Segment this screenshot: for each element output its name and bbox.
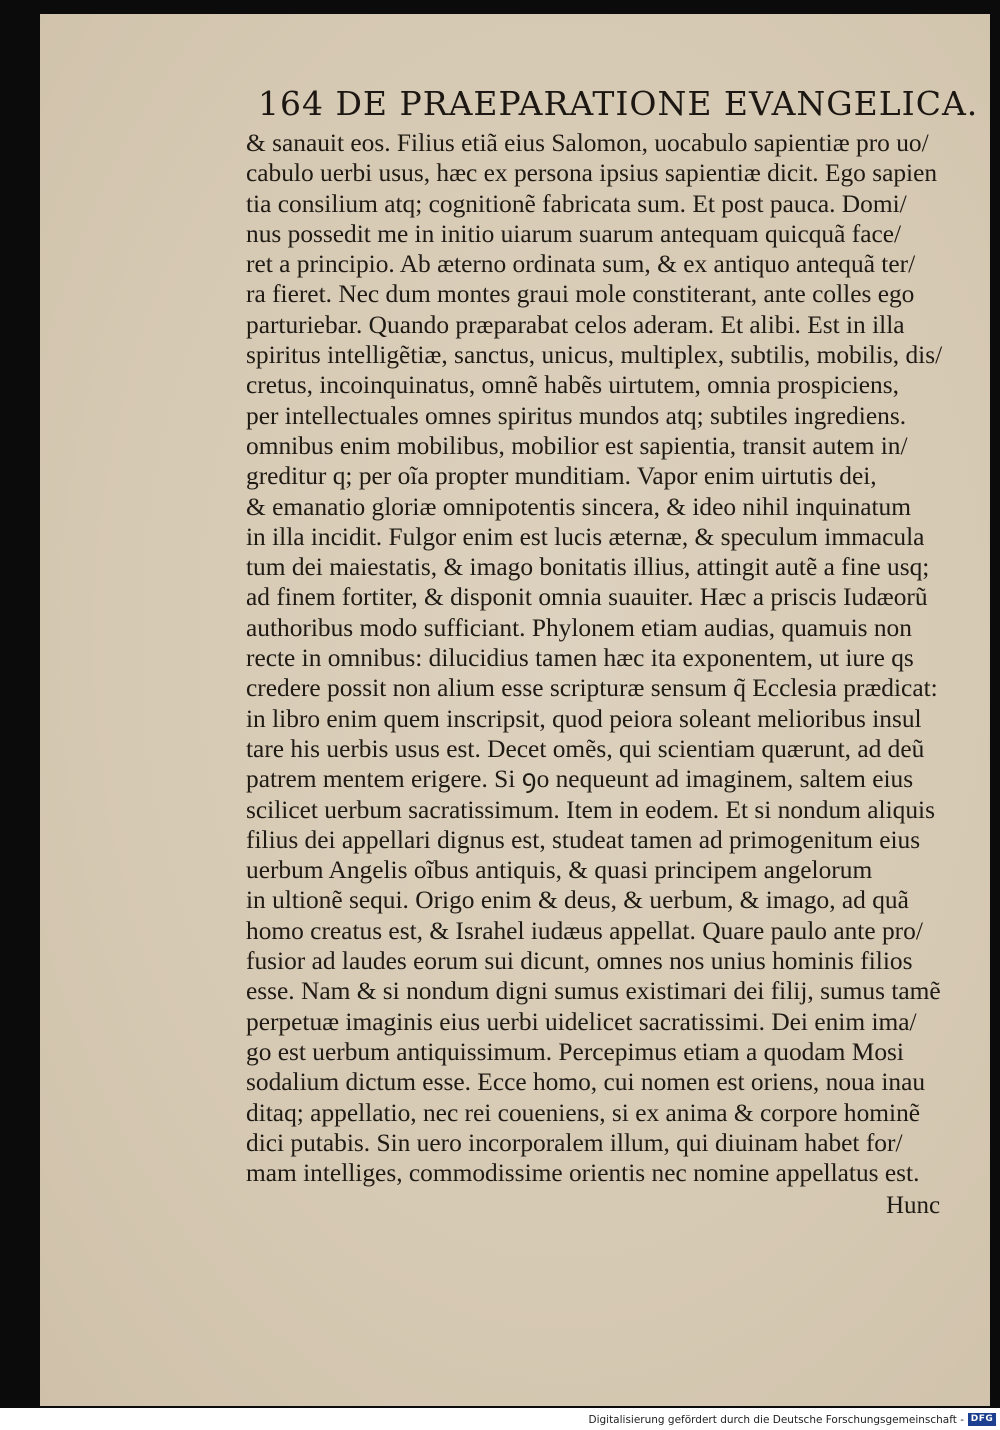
catchword: Hunc [886,1192,941,1219]
text-line: in ultionẽ sequi. Origo enim & deus, & uerbum, & imago, ad quã [246,886,909,915]
running-header: 164 DE PRAEPARATIONE EVANGELICA. [258,84,979,123]
text-line: sodalium dictum esse. Ecce homo, cui nomen est oriens, noua inau [246,1068,926,1097]
text-line: tare his uerbis usus est. Decet omẽs, qui scientiam quærunt, ad deũ [246,734,925,763]
text-line: credere possit non alium esse scripturæ sensum q̃ Ecclesia prædicat: [246,674,938,703]
text-line: in libro enim quem inscripsit, quod peiora soleant melioribus insul [246,704,922,733]
text-line: ditaq; appellatio, nec rei coueniens, si ex anima & corpore hominẽ [246,1098,921,1127]
text-line: scilicet uerbum sacratissimum. Item in eodem. Et si nondum aliquis [246,795,935,824]
text-line: omnibus enim mobilibus, mobilior est sapientia, transit autem in/ [246,431,908,460]
text-line: cabulo uerbi usus, hæc ex persona ipsius sapientiæ dicit. Ego sapien [246,159,938,188]
text-line: nus possedit me in initio uiarum suarum antequam quicquã face/ [246,219,902,248]
text-line: homo creatus est, & Israhel iudæus appellat. Quare paulo ante pro/ [246,916,923,945]
text-line: perpetuæ imaginis eius uerbi uidelicet sacratissimi. Dei enim ima/ [246,1007,917,1036]
credit-text: Digitalisierung gefördert durch die Deutsche Forschungsgemeinschaft - [588,1414,964,1426]
text-line: & emanatio gloriæ omnipotentis sincera, & ideo nihil inquinatum [246,492,911,521]
text-line: ra fieret. Nec dum montes graui mole constiterant, ante colles ego [246,280,915,309]
dfg-logo: DFG [968,1413,996,1426]
digitization-credit-bar [0,1410,1000,1430]
text-line: esse. Nam & si nondum digni sumus existimari dei filij, sumus tamẽ [246,977,941,1006]
text-line: ad finem fortiter, & disponit omnia suauiter. Hæc a priscis Iudæorũ [246,583,928,612]
text-line: filius dei appellari dignus est, studeat tamen ad primogenitum eius [246,825,921,854]
text-line: parturiebar. Quando præparabat celos aderam. Et alibi. Est in illa [246,310,905,339]
text-line: & sanauit eos. Filius etiã eius Salomon, uocabulo sapientiæ pro uo/ [246,129,929,157]
text-line: in illa incidit. Fulgor enim est lucis æternæ, & speculum immacula [246,522,925,551]
text-line: authoribus modo sufficiant. Phylonem etiam audias, quamuis non [246,613,912,642]
text-line: mam intelliges, commodissime orientis nec nomine appellatus est. [246,1159,920,1188]
text-line: dici putabis. Sin uero incorporalem illum, qui diuinam habet for/ [246,1128,903,1157]
text-line: greditur q; per oĩa propter munditiam. Vapor enim uirtutis dei, [246,462,877,491]
text-line: cretus, incoinquinatus, omnẽ habẽs uirtutem, omnia prospiciens, [246,371,899,400]
text-line: spiritus intelligẽtiæ, sanctus, unicus, multiplex, subtilis, mobilis, dis/ [246,341,943,370]
text-line: fusior ad laudes eorum sui dicunt, omnes nos unius hominis filios [246,947,913,976]
text-line: tum dei maiestatis, & imago bonitatis illius, attingit autẽ a fine usq; [246,553,930,582]
body-text [246,128,964,1188]
text-line: tia consilium atq; cognitionẽ fabricata sum. Et post pauca. Domi/ [246,189,907,218]
text-line: patrem mentem erigere. Si ꝯo nequeunt ad imaginem, saltem eius [246,765,914,794]
text-line: recte in omnibus: dilucidius tamen hæc ita exponentem, ut iure qs [246,644,914,673]
book-page [40,14,990,1406]
text-line: ret a principio. Ab æterno ordinata sum, & ex antiquo antequã ter/ [246,250,916,279]
text-line: go est uerbum antiquissimum. Percepimus etiam a quodam Mosi [246,1037,904,1066]
text-line: uerbum Angelis oĩbus antiquis, & quasi principem angelorum [246,856,873,885]
text-line: per intellectuales omnes spiritus mundos atq; subtiles ingrediens. [246,401,907,430]
